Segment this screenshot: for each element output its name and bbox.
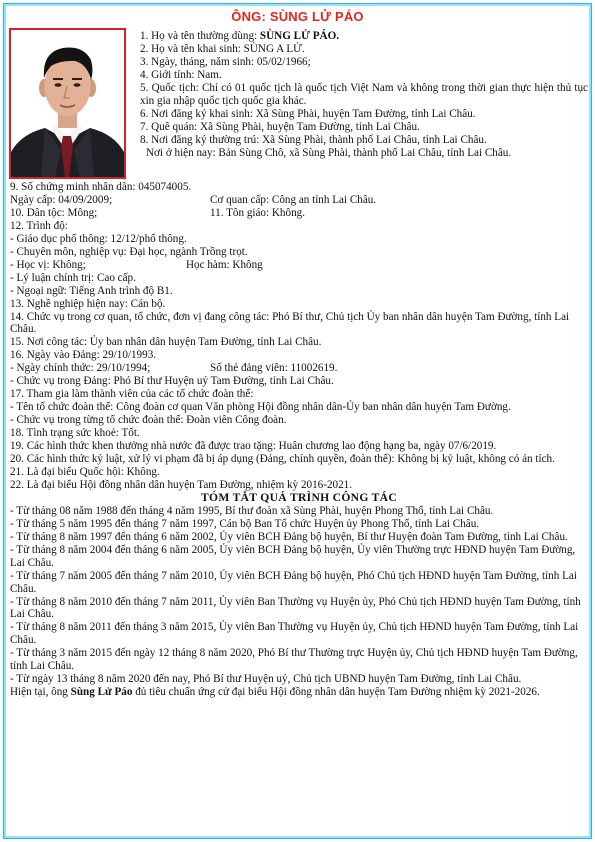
info-line-4: 4. Giới tính: Nam. [140,68,222,81]
info-line-12b: - Chuyên môn, nghiệp vụ: Đại học, ngành Trồng trọt. [10,245,248,258]
official-date: - Ngày chính thức: 29/10/1994; [10,362,151,375]
career-item: - Từ ngày 13 tháng 8 năm 2020 đến nay, Phó Bí thư Huyện uỷ, Chủ tịch UBND huyện Tam Đường, tỉnh Lai Châu. [10,673,522,686]
personal-info-right [140,30,588,160]
summary-heading: TÓM TẮT QUÁ TRÌNH CÔNG TÁC [200,490,398,504]
info-line-17b: - Chức vụ trong từng tổ chức đoàn thể: Đoàn viên Công đoàn. [10,414,287,427]
info-line-10-11 [10,207,588,220]
career-item: - Từ tháng 08 năm 1988 đến tháng 4 năm 1995, Bí thư đoàn xã Sùng Phài, huyện Phong Thổ, tỉnh Lai Châu. [10,504,494,517]
info-line-3: 3. Ngày, tháng, năm sinh: 05/02/1966; [140,55,311,68]
personal-info-main [10,181,588,699]
academic-title: Học hàm: Không [186,258,263,271]
info-line-13: 13. Nghề nghiệp hiện nay: Cán bộ. [10,297,166,310]
info-line-12e: - Ngoại ngữ: Tiếng Anh trình độ B1. [10,284,173,297]
portrait-icon [11,30,124,177]
info-line-18: 18. Tình trạng sức khoẻ: Tốt. [10,427,140,440]
issue-date: Ngày cấp: 04/09/2009; [10,193,113,206]
info-line-8: 8. Nơi đăng ký thường trú: Xã Sùng Phài, thành phố Lai Châu, tỉnh Lai Châu. [140,133,487,146]
common-name: SÙNG LỬ PÁO. [259,30,340,42]
career-item: - Từ tháng 8 năm 2011 đến tháng 3 năm 2015, Ủy viên Ban Thường vụ Huyện ủy, Chủ tịch HĐND huyện Tam Đường, tỉnh Lai Châu. [10,621,579,647]
info-line-12: 12. Trình độ: [10,219,68,232]
closing-statement [10,686,588,699]
info-line-19: 19. Các hình thức khen thưởng nhà nước đã được trao tặng: Huân chương lao động hạng ba, ngày 07/6/2019. [10,440,497,453]
info-line-16: 16. Ngày vào Đảng: 29/10/1993. [10,349,157,362]
info-line-15: 15. Nơi công tác: Ủy ban nhân dân huyện Tam Đường, tỉnh Lai Châu. [10,336,322,349]
closing-prefix: Hiện tại, ông [10,686,71,699]
info-line-5: 5. Quốc tịch: Chỉ có 01 quốc tịch là quốc tịch Việt Nam và không trong thời gian thực hiện thủ tục xin gia nhập quốc tịch quốc gia khác. [140,81,588,107]
info-line-2: 2. Họ và tên khai sinh: SÙNG A LỬ. [140,42,305,55]
issue-agency: Cơ quan cấp: Công an tỉnh Lai Châu. [210,193,377,206]
religion: 11. Tôn giáo: Không. [210,206,305,219]
info-line-17: 17. Tham gia làm thành viên của các tổ chức đoàn thể: [10,388,254,401]
info-line-7: 7. Quê quán: Xã Sùng Phài, huyện Tam Đường, tỉnh Lai Châu. [140,120,420,133]
info-line-8b: Nơi ở hiện nay: Bản Sùng Chô, xã Sùng Phài, thành phố Lai Châu, tỉnh Lai Châu. [146,146,512,159]
closing-name: Sùng Lử Páo [70,686,133,699]
info-line-12d: - Lý luận chính trị: Cao cấp. [10,271,136,284]
career-item: - Từ tháng 8 năm 1997 đến tháng 6 năm 2002, Ủy viên BCH Đảng bộ huyện, Bí thư Huyện đoàn Tam Đường, tỉnh Lai Châu. [10,530,568,543]
info-line-12c [10,259,588,272]
info-line-9-issue [10,194,588,207]
closing-suffix: đủ tiêu chuẩn ứng cử đại biểu Hội đồng nhân dân huyện Tam Đường nhiệm kỳ 2021-2026. [132,686,540,699]
info-line-1 [140,30,588,43]
info-line-16a [10,362,588,375]
party-card-number: Số thẻ đảng viên: 11002619. [210,362,338,375]
info-line-21: 21. Là đại biểu Quốc hội: Không. [10,465,160,478]
info-line-16b: - Chức vụ trong Đảng: Phó Bí thư Huyện uỷ Tam Đường, tỉnh Lai Châu. [10,375,334,388]
page-title: ÔNG: SÙNG LỬ PÁO [231,9,364,24]
degree: - Học vị: Không; [10,258,86,271]
name-label: 1. Họ và tên thường dùng: [140,30,260,42]
info-line-9: 9. Số chứng minh nhân dân: 045074005. [10,181,192,193]
info-line-20: 20. Các hình thức kỷ luật, xử lý vi phạm đã bị áp dụng (Đảng, chính quyền, đoàn thể): Không bị kỷ luật, không có án tích. [10,453,555,466]
career-item: - Từ tháng 5 năm 1995 đến tháng 7 năm 1997, Cán bộ Ban Tổ chức Huyện ủy Phong Thổ, tỉnh Lai Châu. [10,517,480,530]
portrait-photo [9,28,126,179]
career-list [10,505,588,686]
info-line-14: 14. Chức vụ trong cơ quan, tổ chức, đơn vị đang công tác: Phó Bí thư, Chủ tịch Ủy ban nhân dân huyện Tam Đường, tỉnh Lai Châu. [10,310,570,336]
info-line-22: 22. Là đại biểu Hội đồng nhân dân huyện Tam Đường, nhiệm kỳ 2016-2021. [10,478,353,491]
career-item: - Từ tháng 8 năm 2004 đến tháng 6 năm 2005, Ủy viên BCH Đảng bộ huyện, Ủy viên Thường trực HĐND huyện Tam Đường, Lai Châu. [10,543,576,569]
career-item: - Từ tháng 8 năm 2010 đến tháng 7 năm 2011, Ủy viên Ban Thường vụ Huyện ủy, Phó Chủ tịch HĐND huyện Tam Đường, tỉnh Lai Châu. [10,595,581,621]
ethnicity: 10. Dân tộc: Mông; [10,206,98,219]
info-line-12a: - Giáo dục phổ thông: 12/12/phổ thông. [10,232,187,245]
career-item: - Từ tháng 3 năm 2015 đến ngày 12 tháng 8 năm 2020, Phó Bí thư Thường trực Huyện ủy, Chủ tịch HĐND huyện Tam Đường, tỉnh Lai Châu. [10,647,578,673]
info-line-17a: - Tên tổ chức đoàn thể: Công đoàn cơ quan Văn phòng Hội đồng nhân dân-Ủy ban nhân dân huyện Tam Đường. [10,401,511,414]
career-item: - Từ tháng 7 năm 2005 đến tháng 7 năm 2010, Ủy viên BCH Đảng bộ huyện, Phó Chủ tịch HĐND huyện Tam Đường, tỉnh Lai Châu. [10,569,577,595]
info-line-6: 6. Nơi đăng ký khai sinh: Xã Sùng Phài, huyện Tam Đường, tỉnh Lai Châu. [140,107,476,120]
